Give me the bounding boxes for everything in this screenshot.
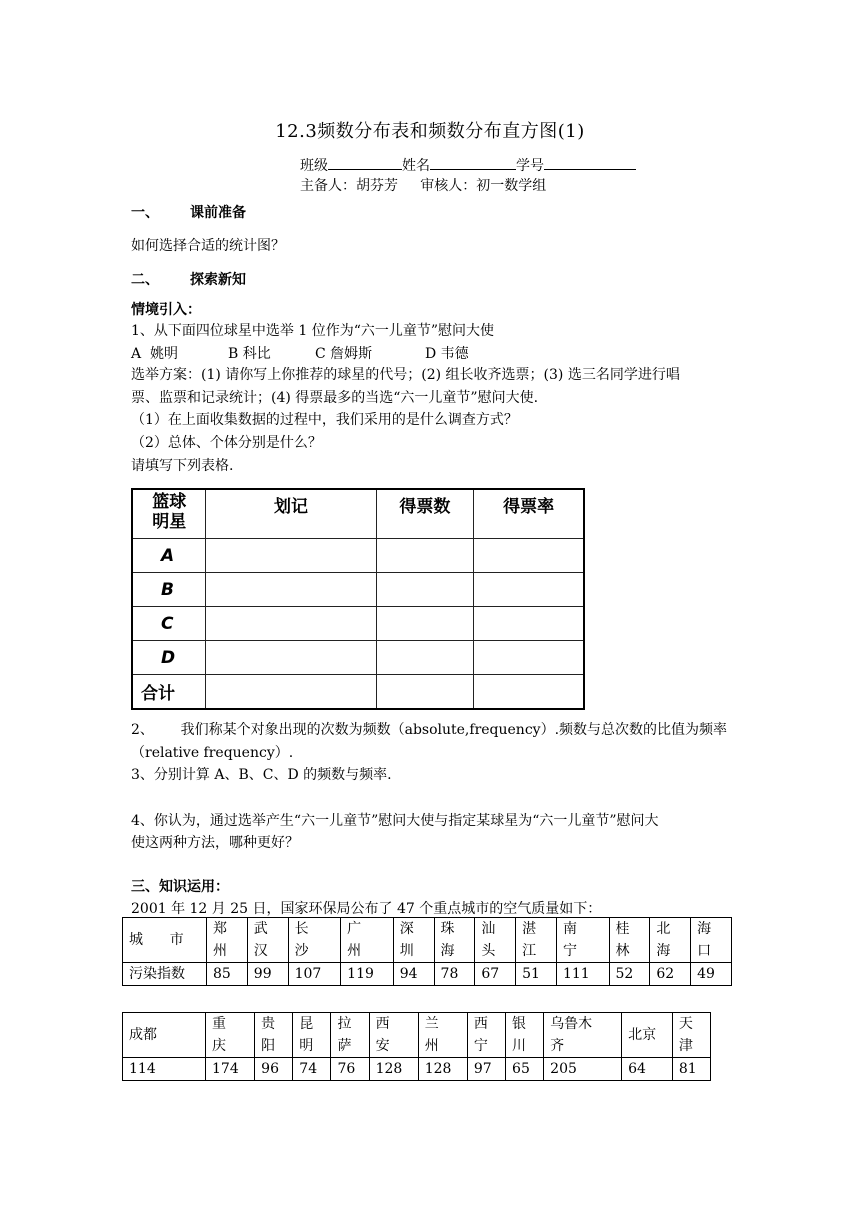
city-cell: 西安 xyxy=(369,1013,418,1058)
option-b: B 科比 xyxy=(228,346,271,362)
city-cell: 海口 xyxy=(691,918,732,963)
value-cell: 62 xyxy=(650,963,691,986)
rate-cell[interactable] xyxy=(474,607,584,641)
tally-cell[interactable] xyxy=(206,539,376,573)
city-cell: 银川 xyxy=(506,1013,544,1058)
row-label-a: A xyxy=(132,539,206,573)
city-cell: 北海 xyxy=(650,918,691,963)
name-field[interactable] xyxy=(430,153,516,170)
value-cell: 96 xyxy=(255,1058,293,1081)
rate-cell[interactable] xyxy=(474,675,584,710)
value-row xyxy=(123,963,732,986)
definition-line-2: （relative frequency）. xyxy=(131,745,294,761)
value-cell: 81 xyxy=(672,1058,710,1081)
id-field[interactable] xyxy=(544,153,636,170)
rate-cell[interactable] xyxy=(474,573,584,607)
value-cell: 64 xyxy=(622,1058,673,1081)
city-row xyxy=(123,918,732,963)
table-row xyxy=(132,675,584,710)
value-cell: 128 xyxy=(369,1058,418,1081)
value-cell: 78 xyxy=(434,963,475,986)
row-label-total: 合计 xyxy=(132,675,206,710)
question-1: 1、从下面四位球星中选举 1 位作为“六一儿童节”慰问大使 xyxy=(131,323,495,339)
value-cell: 94 xyxy=(393,963,434,986)
sub-question-2: （2）总体、个体分别是什么？ xyxy=(131,435,322,451)
value-cell: 51 xyxy=(516,963,557,986)
value-cell: 76 xyxy=(331,1058,369,1081)
city-row-label: 城 市 xyxy=(123,918,207,963)
tally-cell[interactable] xyxy=(206,607,376,641)
value-cell: 111 xyxy=(556,963,609,986)
intro-label: 情境引入： xyxy=(131,302,201,318)
header-votes: 得票数 xyxy=(376,489,474,539)
vote-table-header xyxy=(132,489,584,539)
city-cell: 广州 xyxy=(341,918,394,963)
votes-cell[interactable] xyxy=(376,607,474,641)
city-cell: 桂林 xyxy=(609,918,650,963)
table-row xyxy=(132,539,584,573)
author-line: 主备人：胡芬芳 审核人：初一数学组 xyxy=(300,178,547,194)
city-cell: 郑州 xyxy=(207,918,248,963)
header-rate: 得票率 xyxy=(474,489,584,539)
votes-cell[interactable] xyxy=(376,641,474,675)
value-row xyxy=(123,1058,711,1081)
plan-line-1: 选举方案：(1) 请你写上你推荐的球星的代号；(2) 组长收齐选票；(3) 选三名同学进行唱 xyxy=(131,367,680,383)
city-cell: 昆明 xyxy=(293,1013,331,1058)
section2-heading: 探索新知 xyxy=(190,272,246,288)
city-cell: 南宁 xyxy=(556,918,609,963)
value-cell: 65 xyxy=(506,1058,544,1081)
value-cell: 97 xyxy=(467,1058,505,1081)
option-a: A 姚明 xyxy=(131,346,179,362)
class-label: 班级 xyxy=(300,158,328,174)
city-table-1 xyxy=(122,917,732,986)
city-cell: 武汉 xyxy=(247,918,288,963)
votes-cell[interactable] xyxy=(376,573,474,607)
name-label: 姓名 xyxy=(402,158,430,174)
city-cell: 珠海 xyxy=(434,918,475,963)
value-cell: 85 xyxy=(207,963,248,986)
definition-line-1: 2、 我们称某个对象出现的次数为频数（absolute,frequency）.频数与总次数的比值为频率 xyxy=(131,722,728,738)
votes-cell[interactable] xyxy=(376,675,474,710)
value-cell: 128 xyxy=(418,1058,467,1081)
question-3: 3、分别计算 A、B、C、D 的频数与频率. xyxy=(131,767,392,783)
city-cell: 北京 xyxy=(622,1013,673,1058)
city-cell: 兰州 xyxy=(418,1013,467,1058)
value-cell: 99 xyxy=(247,963,288,986)
city-cell: 西宁 xyxy=(467,1013,505,1058)
tally-cell[interactable] xyxy=(206,573,376,607)
city-cell: 重庆 xyxy=(206,1013,255,1058)
row-label-b: B xyxy=(132,573,206,607)
section1-question: 如何选择合适的统计图？ xyxy=(131,238,285,254)
row-label-c: C xyxy=(132,607,206,641)
rate-cell[interactable] xyxy=(474,539,584,573)
value-cell: 114 xyxy=(123,1058,206,1081)
city-cell: 乌鲁木齐 xyxy=(544,1013,622,1058)
city-cell: 深圳 xyxy=(393,918,434,963)
city-table-2 xyxy=(122,1012,711,1081)
value-cell: 74 xyxy=(293,1058,331,1081)
city-row xyxy=(123,1013,711,1058)
section2-number: 二、 xyxy=(131,272,159,288)
option-d: D 韦德 xyxy=(425,346,469,362)
plan-line-2: 票、监票和记录统计；(4) 得票最多的当选“六一儿童节”慰问大使. xyxy=(131,390,539,406)
tally-cell[interactable] xyxy=(206,641,376,675)
value-cell: 49 xyxy=(691,963,732,986)
city-cell: 贵阳 xyxy=(255,1013,293,1058)
value-cell: 174 xyxy=(206,1058,255,1081)
section1-number: 一、 xyxy=(131,205,159,221)
table-row xyxy=(132,641,584,675)
question-4-line-2: 使这两种方法，哪种更好？ xyxy=(131,835,299,851)
index-row-label: 污染指数 xyxy=(123,963,207,986)
value-cell: 119 xyxy=(341,963,394,986)
city-cell: 天津 xyxy=(672,1013,710,1058)
city-cell: 长沙 xyxy=(288,918,341,963)
city-cell: 汕头 xyxy=(475,918,516,963)
sub-question-1: （1）在上面收集数据的过程中，我们采用的是什么调查方式？ xyxy=(131,412,518,428)
city-cell: 湛江 xyxy=(516,918,557,963)
value-cell: 52 xyxy=(609,963,650,986)
id-label: 学号 xyxy=(516,158,544,174)
fill-instruction: 请填写下列表格. xyxy=(131,458,234,474)
question-4-line-1: 4、你认为，通过选举产生“六一儿童节”慰问大使与指定某球星为“六一儿童节”慰问大 xyxy=(131,813,659,829)
city-cell: 成都 xyxy=(123,1013,206,1058)
tally-cell[interactable] xyxy=(206,675,376,710)
student-info-line xyxy=(300,153,636,176)
value-cell: 205 xyxy=(544,1058,622,1081)
vote-table xyxy=(131,488,585,710)
value-cell: 67 xyxy=(475,963,516,986)
votes-cell[interactable] xyxy=(376,539,474,573)
table-row xyxy=(132,607,584,641)
class-field[interactable] xyxy=(328,153,402,170)
option-c: C 詹姆斯 xyxy=(315,346,373,362)
row-label-d: D xyxy=(132,641,206,675)
value-cell: 107 xyxy=(288,963,341,986)
rate-cell[interactable] xyxy=(474,641,584,675)
header-tally: 划记 xyxy=(206,489,376,539)
section3-intro: 2001 年 12 月 25 日，国家环保局公布了 47 个重点城市的空气质量如下： xyxy=(131,901,602,917)
header-star: 篮球明星 xyxy=(132,489,206,539)
section3-heading: 三、知识运用： xyxy=(131,879,229,895)
table-row xyxy=(132,573,584,607)
city-cell: 拉萨 xyxy=(331,1013,369,1058)
section1-heading: 课前准备 xyxy=(190,205,246,221)
page-title: 12.3频数分布表和频数分布直方图(1) xyxy=(275,121,585,142)
